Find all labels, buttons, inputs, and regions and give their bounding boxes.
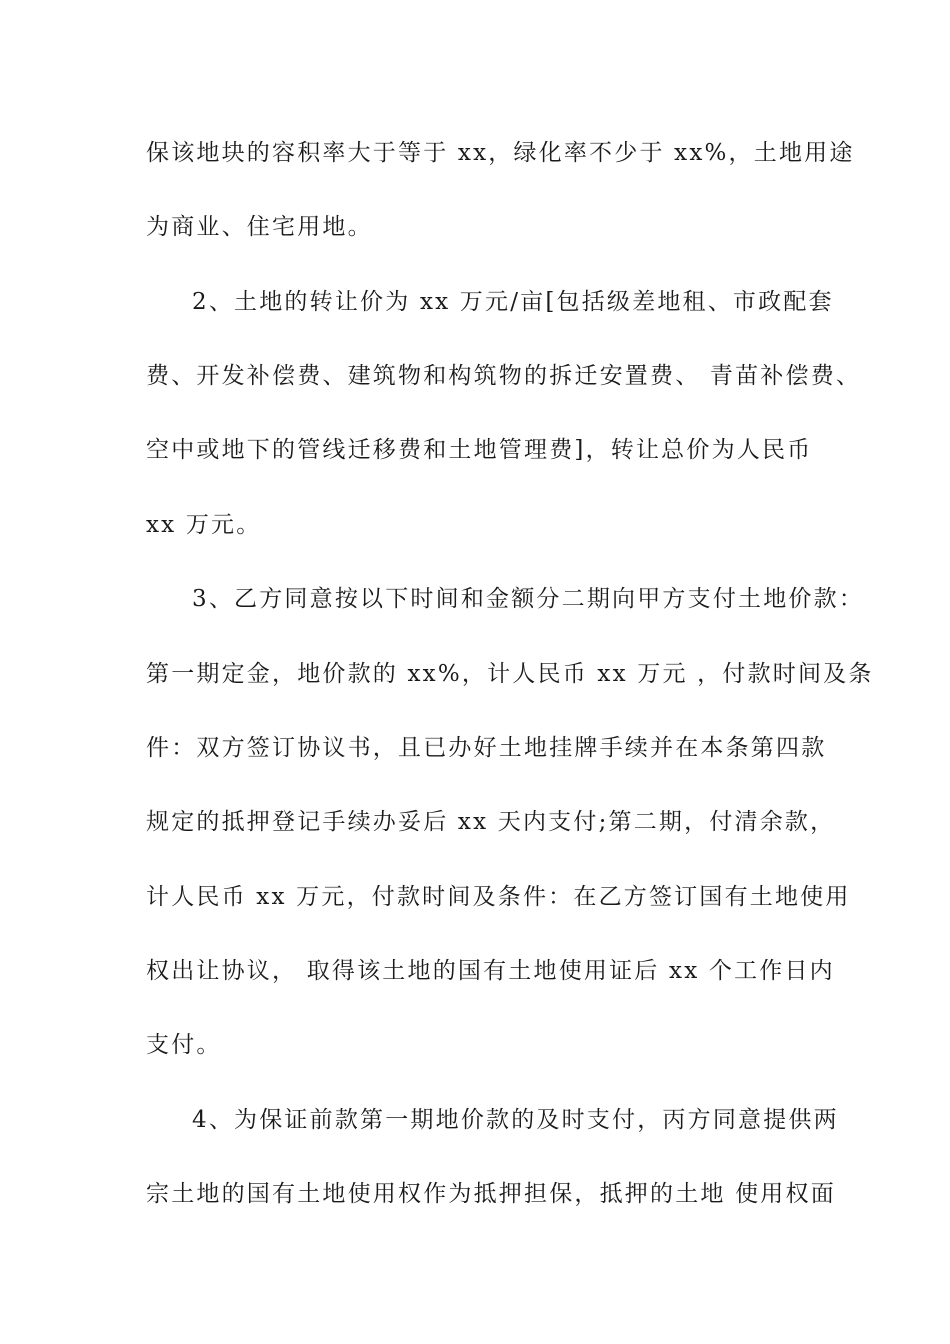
text-line: 费、开发补偿费、建筑物和构筑物的拆迁安置费、 青苗补偿费、 [146, 363, 862, 389]
text-line: 规定的抵押登记手续办妥后 xx 天内支付;第二期，付清余款， [146, 809, 836, 835]
text-line: 宗土地的国有土地使用权作为抵押担保，抵押的土地 使用权面 [146, 1181, 836, 1207]
text-line: 为商业、住宅用地。 [146, 214, 373, 240]
text-line: 保该地块的容积率大于等于 xx，绿化率不少于 xx%，土地用途 [146, 140, 855, 166]
text-line: xx 万元。 [146, 512, 262, 538]
text-line: 件：双方签订协议书，且已办好土地挂牌手续并在本条第四款 [146, 735, 827, 761]
paragraph-2-start: 2、土地的转让价为 xx 万元/亩[包括级差地租、市政配套 [192, 289, 834, 315]
text-line: 第一期定金，地价款的 xx%，计人民币 xx 万元 ，付款时间及条 [146, 661, 874, 687]
text-line: 支付。 [146, 1032, 222, 1058]
paragraph-3-start: 3、乙方同意按以下时间和金额分二期向甲方支付土地价款： [192, 586, 865, 612]
text-line: 空中或地下的管线迁移费和土地管理费]，转让总价为人民币 [146, 437, 813, 463]
text-line: 权出让协议， 取得该土地的国有土地使用证后 xx 个工作日内 [146, 958, 835, 984]
paragraph-4-start: 4、为保证前款第一期地价款的及时支付，丙方同意提供两 [192, 1107, 839, 1133]
text-line: 计人民币 xx 万元，付款时间及条件：在乙方签订国有土地使用 [146, 884, 851, 910]
